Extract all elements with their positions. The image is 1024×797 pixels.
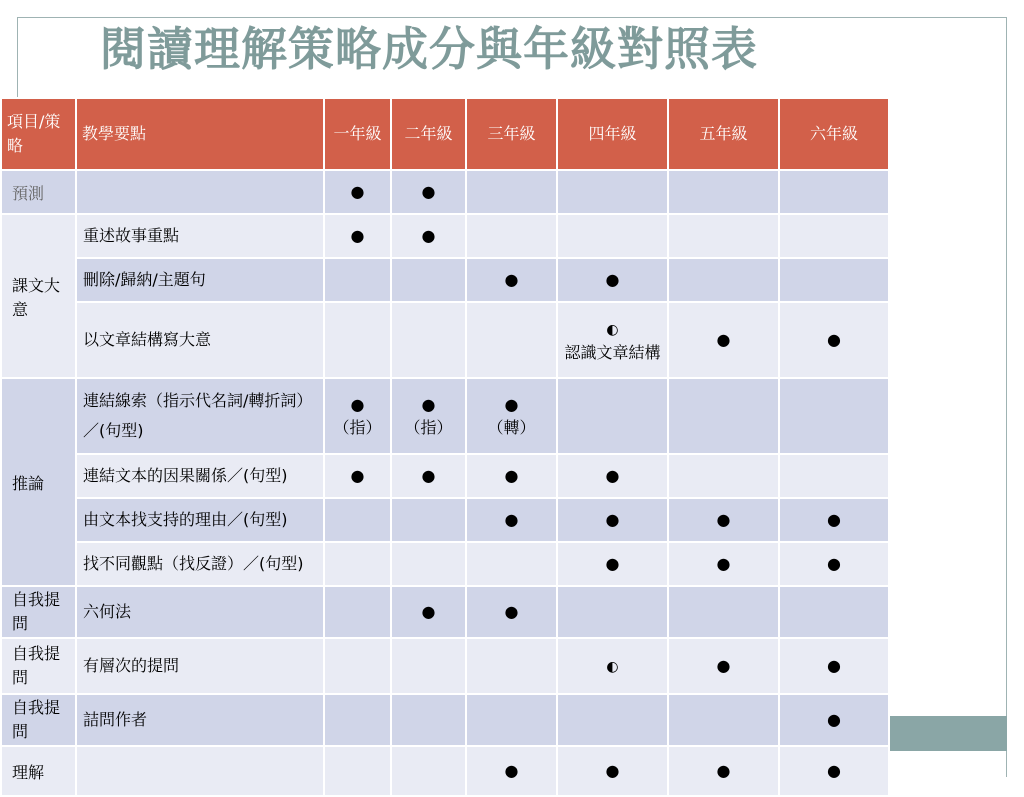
mark-cell: ● bbox=[324, 454, 391, 498]
category-cell: 自我提問 bbox=[1, 638, 76, 694]
mark-cell bbox=[779, 170, 889, 214]
slide-title: 閱讀理解策略成分與年級對照表 bbox=[100, 22, 758, 76]
category-cell: 課文大意 bbox=[1, 214, 76, 378]
half-circle-icon: ◐ bbox=[606, 321, 619, 338]
mark-cell: ● bbox=[779, 638, 889, 694]
mark-cell: ● bbox=[779, 302, 889, 378]
mark-cell bbox=[466, 214, 557, 258]
table-row bbox=[1, 746, 889, 796]
point-cell: 詰問作者 bbox=[76, 694, 324, 746]
mark-cell bbox=[779, 454, 889, 498]
mark-cell bbox=[668, 258, 779, 302]
mark-cell: ● bbox=[557, 746, 668, 796]
mark-cell bbox=[324, 258, 391, 302]
mark-cell bbox=[391, 542, 466, 586]
mark-cell bbox=[557, 378, 668, 454]
mark-cell bbox=[391, 746, 466, 796]
filled-circle-icon: ● bbox=[421, 395, 436, 414]
mark-cell bbox=[668, 170, 779, 214]
mark-cell: ● bbox=[557, 498, 668, 542]
mark-note: （指） bbox=[333, 418, 382, 437]
header-grade-4: 四年級 bbox=[557, 98, 668, 170]
category-cell: 預測 bbox=[1, 170, 76, 214]
point-cell: 找不同觀點（找反證）／(句型) bbox=[76, 542, 324, 586]
point-cell: 六何法 bbox=[76, 586, 324, 638]
header-point: 教學要點 bbox=[76, 98, 324, 170]
mark-cell bbox=[557, 638, 668, 694]
table-row bbox=[1, 454, 889, 498]
point-cell: 由文本找支持的理由／(句型) bbox=[76, 498, 324, 542]
mark-cell: ● bbox=[557, 454, 668, 498]
mark-cell: ● bbox=[391, 214, 466, 258]
mark-cell bbox=[324, 638, 391, 694]
mark-cell bbox=[466, 542, 557, 586]
mark-cell: ● bbox=[779, 694, 889, 746]
half-circle-icon: ◐ bbox=[606, 658, 619, 675]
point-cell: 刪除/歸納/主題句 bbox=[76, 258, 324, 302]
mark-cell: ● bbox=[466, 258, 557, 302]
header-grade-2: 二年級 bbox=[391, 98, 466, 170]
mark-cell bbox=[391, 258, 466, 302]
category-cell: 推論 bbox=[1, 378, 76, 586]
point-cell: 重述故事重點 bbox=[76, 214, 324, 258]
mark-cell bbox=[779, 586, 889, 638]
mark-cell bbox=[779, 214, 889, 258]
table-row bbox=[1, 214, 889, 258]
mark-cell: ● bbox=[668, 302, 779, 378]
mark-cell: ● bbox=[779, 498, 889, 542]
filled-circle-icon: ● bbox=[350, 395, 365, 414]
mark-cell: ● bbox=[557, 258, 668, 302]
mark-cell bbox=[466, 170, 557, 214]
mark-cell bbox=[324, 542, 391, 586]
mark-cell bbox=[557, 586, 668, 638]
table-row bbox=[1, 258, 889, 302]
table-row bbox=[1, 694, 889, 746]
mark-cell: ● bbox=[557, 542, 668, 586]
mark-cell bbox=[557, 214, 668, 258]
table-row bbox=[1, 170, 889, 214]
table-row bbox=[1, 586, 889, 638]
mark-note: （指） bbox=[404, 418, 453, 437]
mark-cell: ● bbox=[779, 542, 889, 586]
mark-cell bbox=[668, 586, 779, 638]
header-row bbox=[1, 98, 889, 170]
mark-cell bbox=[391, 694, 466, 746]
table-row bbox=[1, 638, 889, 694]
mark-cell: ● bbox=[391, 170, 466, 214]
point-cell: 連結線索（指示代名詞/轉折詞）／(句型) bbox=[76, 378, 324, 454]
mark-cell: ● bbox=[668, 498, 779, 542]
mark-cell: ● bbox=[668, 746, 779, 796]
mark-cell bbox=[779, 258, 889, 302]
mark-cell bbox=[324, 586, 391, 638]
mark-cell bbox=[391, 302, 466, 378]
mark-cell: ● bbox=[466, 498, 557, 542]
mark-cell bbox=[324, 302, 391, 378]
mark-cell: ● bbox=[779, 746, 889, 796]
mark-cell bbox=[466, 378, 557, 454]
mark-cell bbox=[391, 378, 466, 454]
mark-cell bbox=[668, 694, 779, 746]
point-cell: 以文章結構寫大意 bbox=[76, 302, 324, 378]
mark-cell: ● bbox=[324, 170, 391, 214]
mark-cell bbox=[466, 638, 557, 694]
table-row bbox=[1, 302, 889, 378]
mark-cell bbox=[557, 170, 668, 214]
mark-cell bbox=[668, 378, 779, 454]
mark-cell bbox=[324, 498, 391, 542]
header-item: 項目/策略 bbox=[1, 98, 76, 170]
accent-bar bbox=[888, 716, 1007, 751]
mark-cell bbox=[557, 302, 668, 378]
category-cell: 理解 bbox=[1, 746, 76, 796]
mark-cell: ● bbox=[466, 746, 557, 796]
point-cell: 有層次的提問 bbox=[76, 638, 324, 694]
category-cell: 自我提問 bbox=[1, 694, 76, 746]
mark-cell: ● bbox=[324, 214, 391, 258]
category-cell: 自我提問 bbox=[1, 586, 76, 638]
table-row bbox=[1, 378, 889, 454]
mark-cell bbox=[668, 214, 779, 258]
mark-cell bbox=[466, 694, 557, 746]
point-cell: 連結文本的因果關係／(句型) bbox=[76, 454, 324, 498]
mark-cell: ● bbox=[391, 454, 466, 498]
filled-circle-icon: ● bbox=[504, 395, 519, 414]
mark-cell bbox=[557, 694, 668, 746]
header-grade-1: 一年級 bbox=[324, 98, 391, 170]
mark-cell bbox=[391, 498, 466, 542]
mark-note: 認識文章結構 bbox=[564, 342, 661, 362]
mark-cell bbox=[466, 302, 557, 378]
mark-cell: ● bbox=[668, 542, 779, 586]
mark-note: （轉） bbox=[487, 418, 536, 437]
mark-cell bbox=[668, 454, 779, 498]
mark-cell bbox=[324, 378, 391, 454]
mark-cell bbox=[324, 746, 391, 796]
mark-cell: ● bbox=[466, 454, 557, 498]
header-grade-5: 五年級 bbox=[668, 98, 779, 170]
mark-cell bbox=[779, 378, 889, 454]
mark-cell: ● bbox=[668, 638, 779, 694]
mark-cell bbox=[391, 638, 466, 694]
strategy-grade-table bbox=[0, 97, 890, 797]
table-row bbox=[1, 498, 889, 542]
point-cell bbox=[76, 746, 324, 796]
mark-cell: ● bbox=[466, 586, 557, 638]
mark-cell: ● bbox=[391, 586, 466, 638]
header-grade-6: 六年級 bbox=[779, 98, 889, 170]
mark-cell bbox=[324, 694, 391, 746]
table-row bbox=[1, 542, 889, 586]
header-grade-3: 三年級 bbox=[466, 98, 557, 170]
point-cell bbox=[76, 170, 324, 214]
